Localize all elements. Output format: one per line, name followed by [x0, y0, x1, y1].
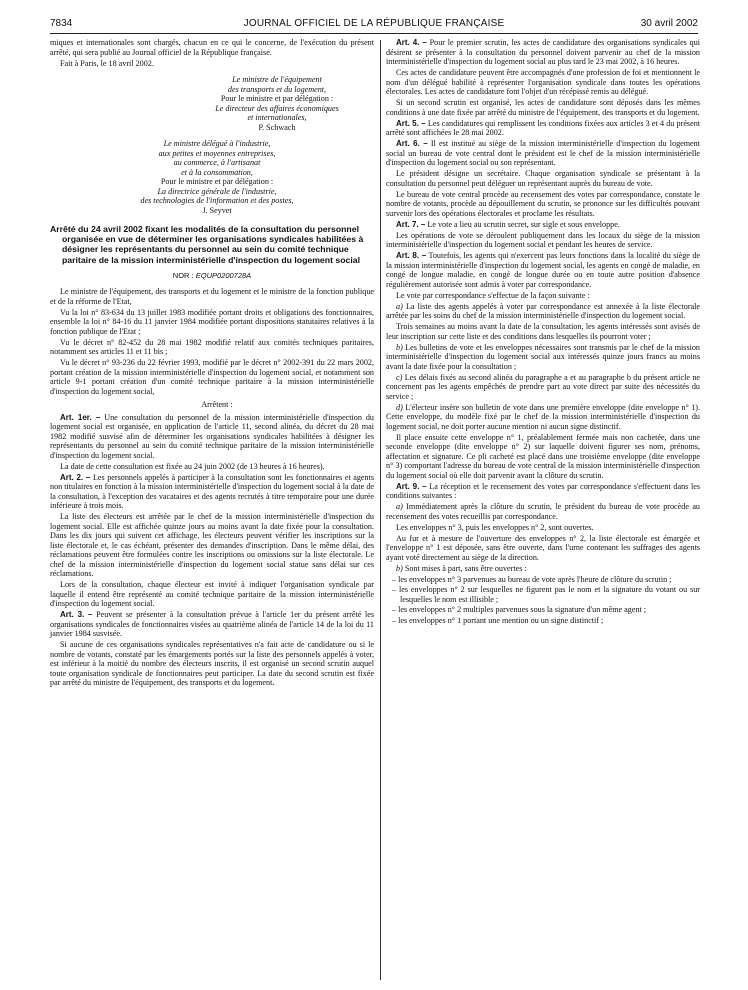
article-text: Pour le premier scrutin, les actes de candidature des organisations syndicales qui désirent se présenter à la consultation du personnel doivent parvenir au chef de la mission interministérielle d'inspection du logement social au plus tard le 23 mai 2002, à 16 heures.: [386, 38, 701, 66]
page-header: [50, 18, 698, 34]
list-item: – les enveloppes n° 1 portant une mention ou un signe distinctif ;: [392, 615, 604, 625]
article-paragraph: La date de cette consultation est fixée au 24 juin 2002 (de 13 heures à 16 heures).: [60, 461, 325, 471]
article-text: Il est institué au siège de la mission interministérielle d'inspection du logement social un bureau de vote central dont le président est le chef de la mission interministérielle d'inspection du logement social ou son représentant.: [386, 139, 700, 167]
item-text: Immédiatement après la clôture du scrutin, le président du bureau de vote procède au recensement des votes recueillis par correspondance.: [386, 502, 700, 521]
item-text: Les délais fixés au second alinéa du paragraphe a et au paragraphe b du présent article ne concernent pas les agents empêchés de prendre part au vote direct par suite des nécessités du service ;: [386, 372, 701, 401]
signature-block-industrie: [50, 139, 374, 215]
article-text: Les personnels appelés à participer à la consultation sont les fonctionnaires et agents non titulaires en fonction à la mission interministérielle d'inspection du logement social à la date de la consultation, à l'exception des vacataires et des agents recrutés à titre temporaire pour une durée inférieure à trois mois.: [50, 472, 375, 511]
article-item-a: [386, 502, 700, 521]
article-paragraph: Lors de la consultation, chaque électeur est invité à indiquer l'organisation syndicale par laquelle il entend être représenté au comité technique paritaire de la mission interministérielle d'inspection du logement social.: [50, 580, 374, 609]
signature-block-equipement: [50, 75, 374, 132]
item-label: c): [396, 372, 403, 382]
article-paragraph: Les enveloppes n° 3, puis les enveloppes n° 2, sont ouvertes.: [396, 522, 594, 532]
item-text: Les bulletins de vote et les enveloppes nécessaires sont transmis par le chef de la mission interministérielle d'inspection du logement social aux intéressés quinze jours francs au moins avant la date fixée pour la consultation ;: [386, 342, 700, 371]
sig-line: Le directeur des affaires économiques: [215, 103, 339, 113]
article-paragraph: Au fur et à mesure de l'ouverture des enveloppes n° 2, la liste électorale est émargée et l'enveloppe n° 1 est déposée, sans être ouverte, dans l'urne contenant les suffrages des agents ayant voté directement au siège de la direction.: [386, 533, 700, 562]
article-3: [50, 610, 374, 639]
article-paragraph: Trois semaines au moins avant la date de la consultation, les agents intéressés sont avisés de leur inscription sur cette liste et des conditions dans lesquelles ils pourront voter ;: [386, 322, 700, 341]
article-item-b: [386, 343, 700, 372]
item-label: a): [396, 502, 403, 511]
article-item-d: [386, 403, 700, 432]
item-text: La liste des agents appelés à voter par correspondance est annexée à la liste électorale arrêtée par les soins du chef de la mission interministérielle d'inspection du logement social.: [386, 301, 701, 320]
sig-line: Le ministre délégué à l'industrie,: [163, 139, 271, 148]
sig-line: Pour le ministre et par délégation :: [220, 94, 334, 103]
article-7: [386, 220, 700, 230]
signatory-name: P. Schwach: [258, 122, 296, 132]
article-text: Toutefois, les agents qui n'exercent pas leurs fonctions dans la localité du siège de la mission interministérielle d'inspection du logement social, les agents en congé de maladie, en congé de longue maladie, en congé de longue durée ou en toute autre position d'absence régulièrement autorisée sont admis à voter par correspondance.: [386, 251, 701, 289]
article-label: Art. 1er. –: [60, 412, 101, 422]
sig-line: Pour le ministre et par délégation :: [160, 177, 274, 186]
sig-line: des technologies de l'information et des postes,: [140, 196, 294, 205]
sig-line: et à la consommation,: [181, 167, 253, 177]
sig-line: au commerce, à l'artisanat: [173, 158, 261, 167]
sig-line: des transports et du logement,: [227, 84, 327, 94]
article-label: Art. 6. –: [396, 139, 428, 148]
nor-reference: [50, 271, 374, 281]
article-paragraph: Ces actes de candidature peuvent être accompagnés d'une profession de foi et mentionnent le nom d'un délégué habilité à représenter l'organisation syndicale dans toutes les opérations électorales. Les actes de candidature font l'objet d'un récépissé remis au délégué.: [386, 68, 700, 96]
item-label: d): [396, 402, 403, 412]
decree-title: Arrêté du 24 avril 2002 fixant les modalités de la consultation du personnel organisée en vue de déterminer les organisations syndicales habilitées à désigner les représentants du personnel au sein du comité technique paritaire de la mission interministérielle d'inspection du logement social: [50, 224, 364, 265]
article-item-c: [386, 373, 700, 402]
list-item: – les enveloppes n° 2 sur lesquelles ne figurent pas le nom et la signature du votant ou sur lesquelles le nom est illisible ;: [392, 585, 700, 604]
right-column: [386, 38, 700, 626]
article-4: [386, 38, 700, 67]
article-label: Art. 7. –: [396, 219, 426, 229]
journal-title: JOURNAL OFFICIEL DE LA RÉPUBLIQUE FRANÇAISE: [243, 18, 505, 29]
list-item: – les enveloppes n° 3 parvenues au bureau de vote après l'heure de clôture du scrutin ;: [392, 574, 672, 584]
article-label: Art. 3. –: [60, 610, 93, 620]
sig-line: aux petites et moyennes entreprises,: [158, 148, 276, 158]
sig-line: et internationales,: [247, 113, 307, 122]
list-item: – les enveloppes n° 2 multiples parvenues sous la signature d'un même agent ;: [392, 605, 647, 614]
article-paragraph: Si aucune de ces organisations syndicales représentatives n'a fait acte de candidature ou si le nombre de votants, constaté par les émargements portés sur la liste des personnels appelés à voter, est inférieur à la moitié du nombre des électeurs inscrits, il est organisé un second scrutin auquel toute organisation syndicale de fonctionnaires peut participer. La date du second scrutin est fixée par arrêté du ministre de l'équipement, des transports et du logement.: [50, 640, 374, 688]
signatory-name: J. Seyvet: [202, 205, 232, 215]
item-label: b): [396, 563, 403, 573]
article-paragraph: Si un second scrutin est organisé, les actes de candidature sont déposés dans les mêmes conditions à une date fixée par arrêté du ministre de l'équipement, des transports et du logement.: [386, 98, 700, 117]
visa-paragraph: Le ministre de l'équipement, des transports et du logement et le ministre de la fonction publique et de la réforme de l'Etat,: [50, 287, 374, 306]
item-label: a): [396, 301, 403, 311]
article-1: [50, 413, 374, 461]
article-9: [386, 482, 700, 501]
column-divider: [380, 40, 381, 980]
article-label: Art. 4. –: [396, 38, 427, 47]
visa-paragraph: Vu le décret n° 82-452 du 28 mai 1982 modifié relatif aux comités techniques paritaires, notamment ses articles 11 et 11 bis ;: [50, 337, 374, 357]
article-paragraph: Il place ensuite cette enveloppe n° 1, préalablement fermée mais non cachetée, dans une seconde enveloppe (dite enveloppe n° 2) sur laquelle doivent figurer ses nom, prénoms, affectation et signature. Ce pli cacheté est placé dans une troisième enveloppe (dite enveloppe n° 3) comportant l'adresse du bureau de vote central de la mission interministérielle d'inspection du logement social où elle doit parvenir avant la clôture du scrutin.: [386, 432, 700, 480]
nor-label: NOR :: [172, 270, 194, 280]
article-label: Art. 9. –: [396, 481, 427, 491]
item-label: b): [396, 342, 403, 352]
issue-date: 30 avril 2002: [640, 18, 698, 29]
nor-value: EQUP0200728A: [195, 270, 252, 280]
visa-paragraph: Vu le décret n° 93-236 du 22 février 1993, modifié par le décret n° 2002-391 du 22 mars 2002, portant création de la mission interministérielle d'inspection du logement social, et notamment son article 9-1 portant création d'un comité technique paritaire à la mission interministérielle d'inspection du logement social,: [50, 358, 374, 396]
article-text: Peuvent se présenter à la consultation prévue à l'article 1er du présent arrêté les organisations syndicales de fonctionnaires visées au quatrième alinéa de l'article 14 de la loi du 11 janvier 1984 susvisée.: [50, 610, 374, 639]
article-paragraph: Le bureau de vote central procède au recensement des votes par correspondance, constate le nombre de votants, procède au dépouillement du scrutin, se prononce sur les difficultés pouvant survenir lors des opérations électorales et proclame les résultats.: [386, 189, 700, 218]
article-text: Une consultation du personnel de la mission interministérielle d'inspection du logement social est organisée, en application de l'article 11, second alinéa, du décret du 28 mai 1982 modifié susvisé afin de déterminer les organisations syndicales habilitées à désigner les représentants du personnel au sein du comité technique paritaire de la mission interministérielle d'inspection du logement social.: [50, 412, 374, 460]
article-text: Le vote a lieu au scrutin secret, sur sigle et sous enveloppe.: [427, 219, 620, 229]
article-2: [50, 473, 374, 511]
article-text: Les candidatures qui remplissent les conditions fixées aux articles 3 et 4 du présent arrêté sont affichées le 28 mai 2002.: [386, 118, 701, 137]
article-label: Art. 2. –: [60, 472, 91, 482]
article-paragraph: Le président désigne un secrétaire. Chaque organisation syndicale se présentant à la consultation du personnel peut déléguer un représentant auprès du bureau de vote.: [386, 169, 700, 188]
fait-line: Fait à Paris, le 18 avril 2002.: [60, 58, 154, 68]
article-paragraph: La liste des électeurs est arrêtée par le chef de la mission interministérielle d'inspection du logement social. Elle est affichée quinze jours au moins avant la date fixée pour la consultation. Dans les dix jours qui suivent cet affichage, les électeurs peuvent vérifier les inscriptions sur la liste électorale et, le cas échéant, présenter des demandes d'inscription. Dans le même délai, des réclamations peuvent être formulées contre les inscriptions ou omissions sur la liste électorale. Le chef de la mission interministérielle d'inspection du logement social statue sans délai sur ces réclamations.: [50, 512, 374, 579]
page-number: 7834: [50, 18, 73, 29]
article-8: [386, 251, 700, 289]
visa-paragraph: Vu la loi n° 83-634 du 13 juillet 1983 modifiée portant droits et obligations des fonctionnaires, ensemble la loi n° 84-16 du 11 janvier 1984 modifiée portant dispositions statutaires relatives à la fonction publique de l'Etat ;: [50, 307, 374, 336]
article-label: Art. 5. –: [396, 118, 426, 128]
article-text: La réception et le recensement des votes par correspondance s'effectuent dans les conditions suivantes :: [386, 481, 700, 500]
article-paragraph: Le vote par correspondance s'effectue de la façon suivante :: [396, 290, 590, 300]
article-paragraph: Les opérations de vote se déroulent publiquement dans les locaux du siège de la mission interministérielle d'inspection du logement social et pendant les heures de service.: [386, 230, 700, 249]
arretent-heading: Arrêtent :: [201, 400, 233, 410]
item-text: L'électeur insère son bulletin de vote dans une première enveloppe (dite enveloppe n° 1). Cette enveloppe, du modèle fixé par le chef de la mission interministérielle d'inspection du logement social, ne doit porter aucune mention ni aucun signe distinctif.: [386, 402, 701, 431]
sig-line: Le ministre de l'équipement: [232, 75, 322, 84]
article-6: [386, 139, 700, 168]
article-5: [386, 119, 700, 138]
article-item-b: [386, 564, 700, 574]
item-text: Sont mises à part, sans être ouvertes :: [404, 563, 527, 573]
left-column: [50, 38, 374, 689]
sig-line: La directrice générale de l'industrie,: [157, 186, 277, 196]
header-rule: [50, 33, 698, 34]
article-item-a: [386, 302, 700, 321]
intro-paragraph: miques et internationales sont chargés, chacun en ce qui le concerne, de l'exécution du présent arrêté, qui sera publié au Journal officiel de la République française.: [50, 38, 374, 57]
article-label: Art. 8. –: [396, 251, 427, 260]
